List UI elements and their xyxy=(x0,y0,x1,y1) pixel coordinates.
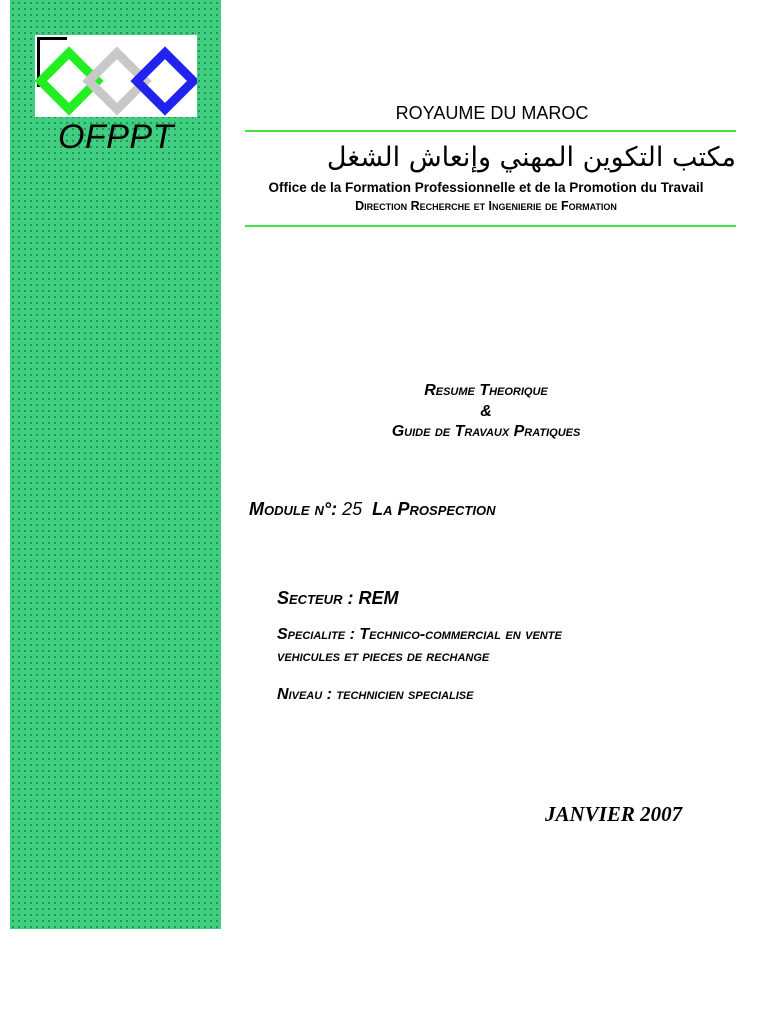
bottom-divider xyxy=(245,225,736,227)
ofppt-acronym: OFPPT xyxy=(58,118,174,156)
secteur: Secteur : REM xyxy=(277,588,399,608)
office-name: Office de la Formation Professionnelle et de la Promotion du Travail xyxy=(268,180,704,195)
module-label: Module n°: xyxy=(249,499,338,519)
ofppt-logo xyxy=(35,35,197,117)
publication-date: JANVIER 2007 xyxy=(545,802,683,826)
title-line-1: Resume Theorique xyxy=(424,382,548,399)
title-ampersand: & xyxy=(480,403,492,420)
module-heading xyxy=(249,499,495,520)
module-number: 25 xyxy=(342,499,363,519)
top-divider xyxy=(245,130,736,132)
country-name: ROYAUME DU MAROC xyxy=(395,103,589,123)
niveau: Niveau : technicien specialise xyxy=(277,686,474,703)
title-line-2: Guide de Travaux Pratiques xyxy=(391,423,581,440)
direction-name: Direction Recherche et Ingenierie de Formation xyxy=(355,199,617,213)
module-name: La Prospection xyxy=(372,499,496,519)
chain-links-icon xyxy=(35,35,197,117)
specialite-line-2: vehicules et pieces de rechange xyxy=(277,648,490,665)
specialite-line-1: Specialite : Technico-commercial en vente xyxy=(277,626,562,643)
arabic-office-name: مكتب التكوين المهني وإنعاش الشغل xyxy=(326,142,736,173)
